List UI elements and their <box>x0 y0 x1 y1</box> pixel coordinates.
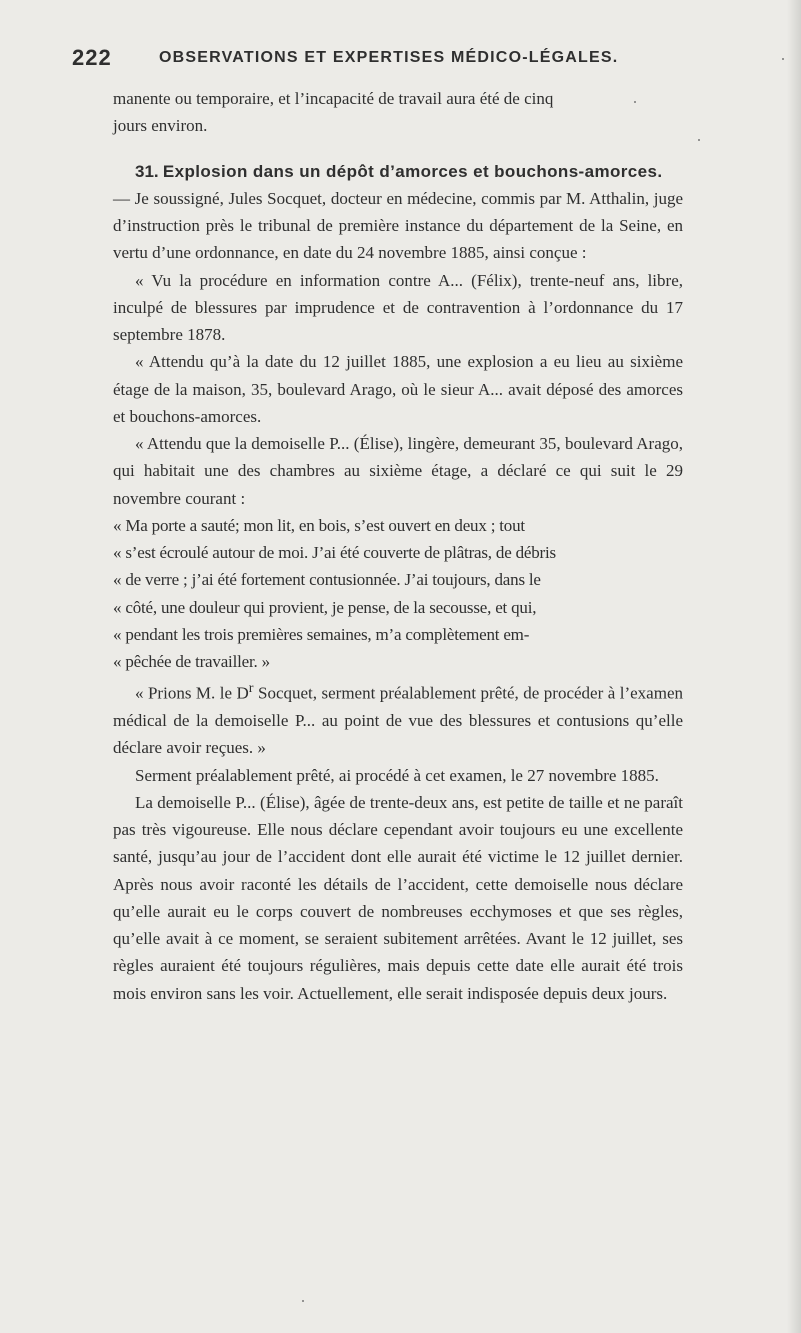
quote-line: « Ma porte a sauté; mon lit, en bois, s’est ouvert en deux ; tout <box>113 515 525 535</box>
paragraph-explosion: « Attendu qu’à la date du 12 juillet 1885, une explosion a eu lieu au sixième étage de la maison, 35, boulevard Arago, où le sieur A... avait déposé des amorces et bouchons-amorces. <box>113 352 683 426</box>
section-number: 31. <box>135 161 159 181</box>
quote-line: « pendant les trois premières semaines, m’a complètement em- <box>113 624 530 644</box>
request-text-end: Socquet, serment préalablement prêté, de procéder à l’examen médical de la demoiselle P... au point de vue des blessures et contusions qu’elle déclare avoir reçues. » <box>113 683 683 758</box>
quote-line: « pêchée de travailler. » <box>113 652 270 671</box>
paragraph-procedure: « Vu la procédure en information contre A... (Félix), trente-neuf ans, libre, inculpé de blessures par imprudence et de contravention à l’ordonnance du 17 septembre 1878. <box>113 270 683 344</box>
paragraph-oath: Serment préalablement prêté, ai procédé à cet examen, le 27 novembre 1885. <box>135 765 659 785</box>
page-number: 222 <box>72 45 112 70</box>
paper-speck <box>698 139 700 141</box>
page-edge-shadow <box>787 0 801 1333</box>
section-heading <box>113 158 683 185</box>
paragraph-commission: — Je soussigné, Jules Socquet, docteur en médecine, commis par M. Atthalin, juge d’instruction près le tribunal de première instance du département de la Seine, en vertu d’une ordonnance, en date du 24 novembre 1885, ainsi conçue : <box>113 188 683 263</box>
paper-speck <box>782 58 784 60</box>
continued-text-line-1: manente ou temporaire, et l’incapacité de travail aura été de cinq <box>113 89 554 108</box>
quote-line: « côté, une douleur qui provient, je pense, de la secousse, et qui, <box>113 597 537 617</box>
paper-speck <box>634 101 636 103</box>
continued-text-line-2: jours environ. <box>113 116 208 136</box>
paper-speck <box>302 1300 304 1302</box>
running-head: OBSERVATIONS ET EXPERTISES MÉDICO-LÉGALES. <box>159 49 619 66</box>
paragraph-examination: La demoiselle P... (Élise), âgée de trente-deux ans, est petite de taille et ne paraît pas très vigoureuse. Elle nous déclare cependant avoir toujours eu une excellente santé, jusqu’au jour de l’accident dont elle aurait été victime le 12 juillet dernier. Après nous avoir raconté les détails de l’accident, cette demoiselle nous déclare qu’elle aurait eu le corps couvert de nombreuses ecchymoses et que ses règles, qu’elle avait à ce moment, se seraient subitement arrêtées. Avant le 12 juillet, ses règles auraient été toujours régulières, mais depuis cette date elle aurait été trois mois environ sans les voir. Actuellement, elle serait indisposée depuis deux jours. <box>113 792 683 1003</box>
quote-line: « s’est écroulé autour de moi. J’ai été couverte de plâtras, de débris <box>113 543 556 562</box>
doctor-abbrev-superscript: r <box>248 680 254 697</box>
paragraph-request <box>113 675 683 761</box>
paragraph-witness: « Attendu que la demoiselle P... (Élise), lingère, demeurant 35, boulevard Arago, qui habitait une des chambres au sixième étage, a déclaré ce qui suit le 29 novembre courant : <box>113 434 683 508</box>
request-text-start: « Prions M. le D <box>135 683 249 703</box>
quote-line: « de verre ; j’ai été fortement contusionnée. J’ai toujours, dans le <box>113 570 541 590</box>
page-body <box>113 85 683 1007</box>
page-header <box>72 45 712 73</box>
section-title: Explosion dans un dépôt d’amorces et bouchons-amorces. <box>162 161 663 181</box>
